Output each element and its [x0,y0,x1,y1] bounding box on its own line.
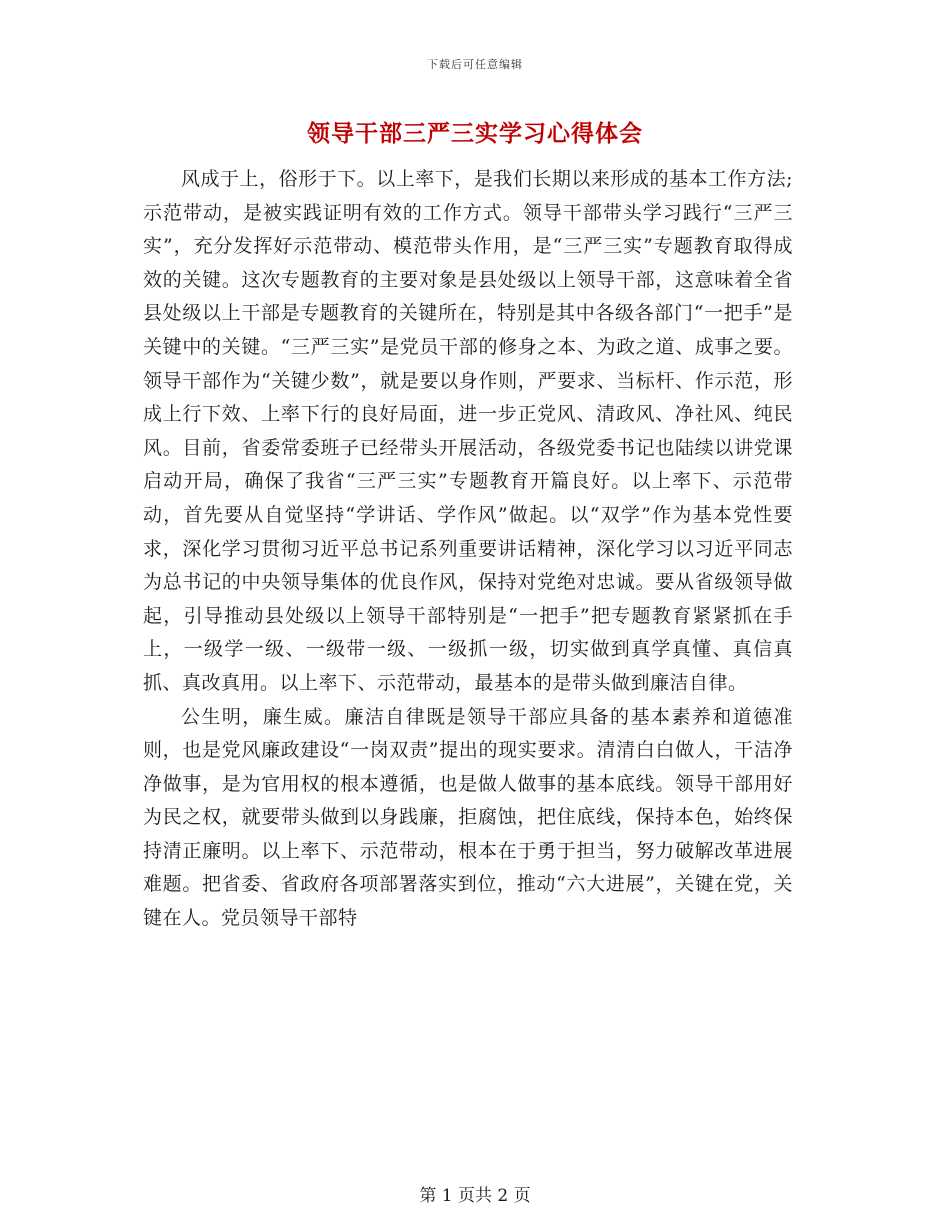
document-title: 领导干部三严三实学习心得体会 [307,120,643,147]
paragraph-1: 风成于上，俗形于下。以上率下，是我们长期以来形成的基本工作方法;示范带动，是被实践证明有效的工作方式。领导干部带头学习践行“三严三实”，充分发挥好示范带动、模范带头作用，是“三严三实”专题教育取得成效的关键。这次专题教育的主要对象是县处级以上领导干部，这意味着全省县处级以上干部是专题教育的关键所在，特别是其中各级各部门“一把手”是关键中的关键。“三严三实”是党员干部的修身之本、为政之道、成事之要。领导干部作为“关键少数”，就是要以身作则，严要求、当标杆、作示范，形成上行下效、上率下行的良好局面，进一步正党风、清政风、净社风、纯民风。目前，省委常委班子已经带头开展活动，各级党委书记也陆续以讲党课启动开局，确保了我省“三严三实”专题教育开篇良好。以上率下、示范带动，首先要从自觉坚持“学讲话、学作风”做起。以“双学”作为基本党性要求，深化学习贯彻习近平总书记系列重要讲话精神，深化学习以习近平同志为总书记的中央领导集体的优良作风，保持对党绝对忠诚。要从省级领导做起，引导推动县处级以上领导干部特别是“一把手”把专题教育紧紧抓在手上，一级学一级、一级带一级、一级抓一级，切实做到真学真懂、真信真抓、真改真用。以上率下、示范带动，最基本的是带头做到廉洁自律。 [143,168,793,694]
document-body [143,163,793,936]
page-number: 第 1 页共 2 页 [419,1186,531,1206]
paragraph-2: 公生明，廉生威。廉洁自律既是领导干部应具备的基本素养和道德准则，也是党风廉政建设“一岗双责”提出的现实要求。清清白白做人，干洁净净做事，是为官用权的根本遵循，也是做人做事的基本底线。领导干部用好为民之权，就要带头做到以身践廉，拒腐蚀，把住底线，保持本色，始终保持清正廉明。以上率下、示范带动，根本在于勇于担当，努力破解改革进展难题。把省委、省政府各项部署落实到位，推动“六大进展”，关键在党，关键在人。党员领导干部特 [143,705,793,930]
header-note: 下载后可任意编辑 [427,58,523,71]
